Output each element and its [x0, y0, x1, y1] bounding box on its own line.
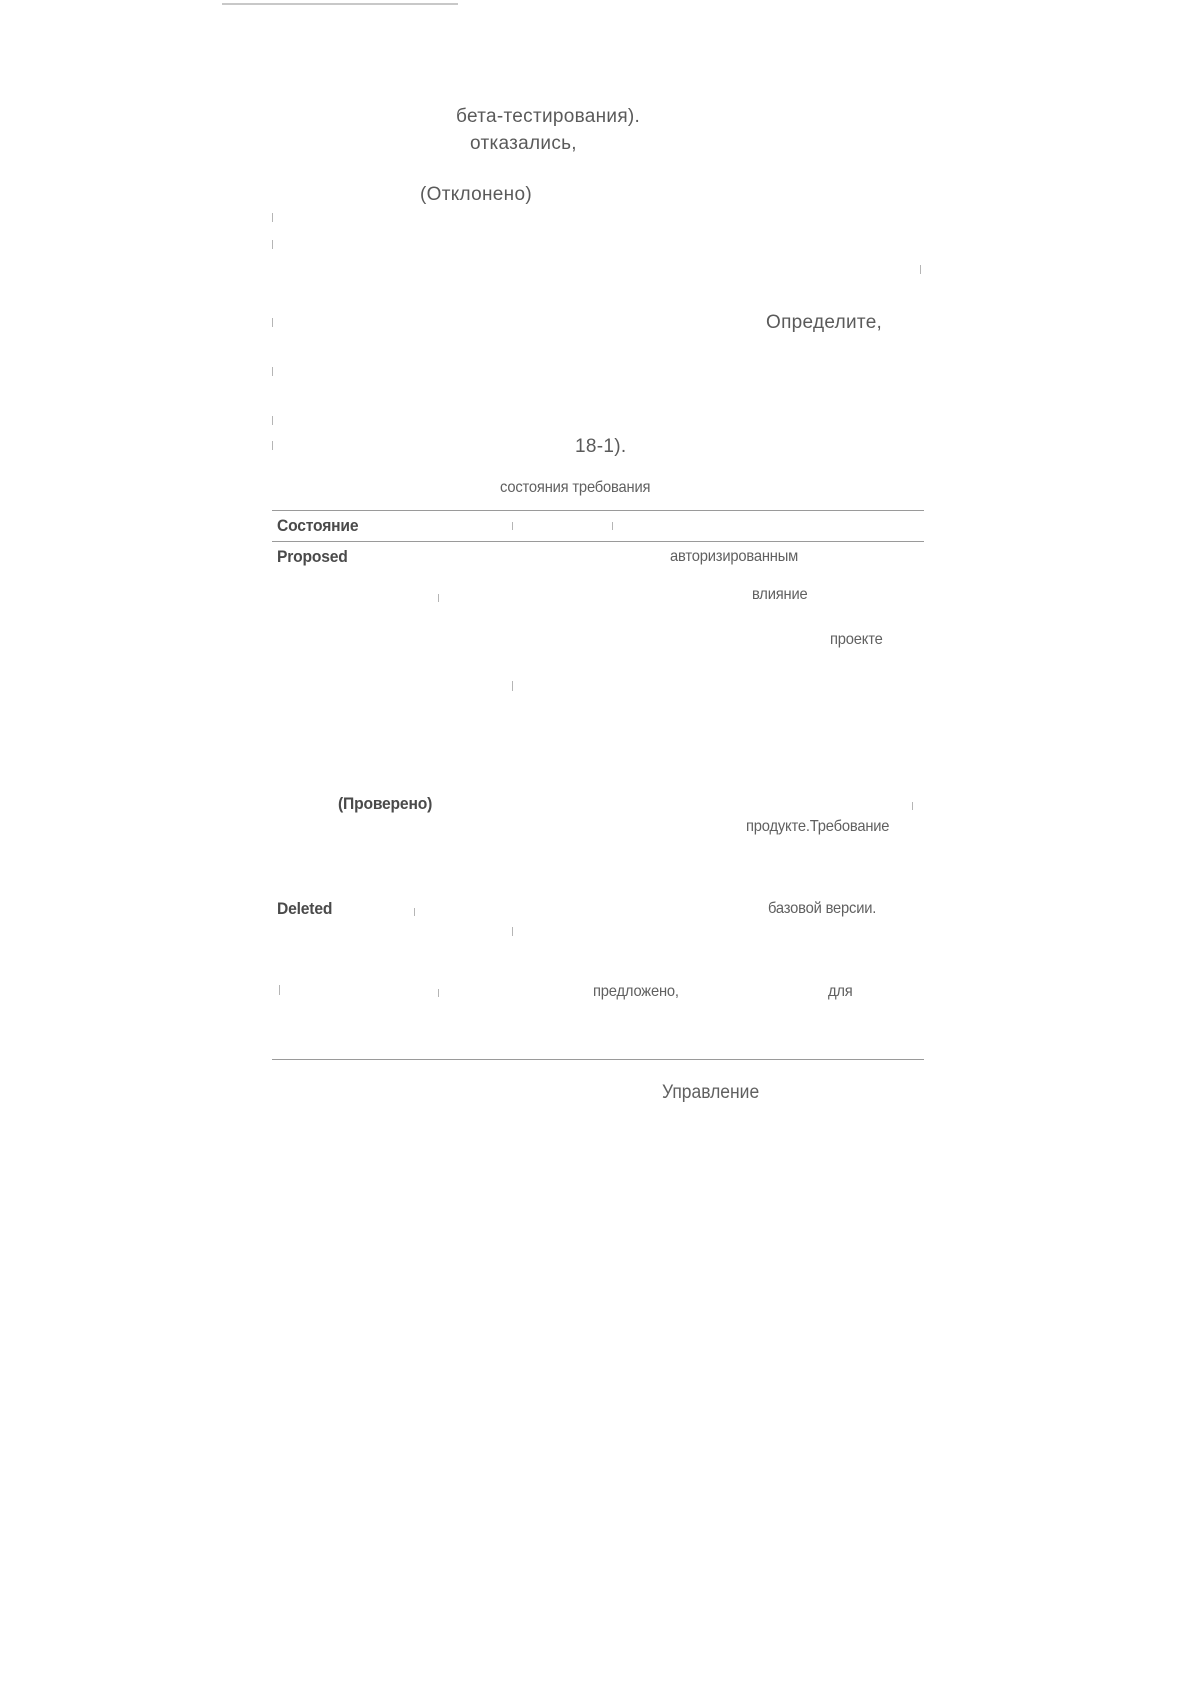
table-caption: состояния требования	[500, 479, 651, 496]
table-header-rule	[272, 541, 924, 542]
margin-mark	[272, 441, 273, 450]
margin-mark	[920, 265, 921, 274]
paragraph-line-figure-ref: 18-1).	[575, 436, 627, 457]
cell-mark	[279, 985, 280, 995]
header-column-mark	[612, 522, 613, 530]
paragraph-line-refused: отказались,	[470, 133, 577, 154]
table-bottom-rule	[272, 1059, 924, 1060]
paragraph-line-beta-testing: бета-тестирования).	[456, 106, 641, 127]
cell-mark	[512, 681, 513, 691]
table-cell-text: авторизированным	[670, 548, 799, 565]
footer-text: Управление	[662, 1082, 760, 1103]
cell-mark	[912, 802, 913, 810]
table-row-label-deleted: Deleted	[277, 899, 333, 918]
table-cell-text: предложено,	[593, 983, 679, 1000]
table-top-rule	[272, 510, 924, 511]
table-cell-text: влияние	[752, 586, 808, 603]
table-cell-text: для	[828, 983, 853, 1000]
cell-mark	[512, 927, 513, 936]
margin-mark	[272, 213, 273, 222]
paragraph-line-define: Определите,	[766, 312, 883, 333]
top-edge-rule	[222, 3, 458, 5]
paragraph-line-rejected: (Отклонено)	[420, 184, 532, 205]
margin-mark	[272, 318, 273, 327]
margin-mark	[272, 416, 273, 425]
cell-mark	[414, 908, 415, 916]
table-cell-text: проекте	[830, 631, 883, 648]
cell-mark	[438, 989, 439, 997]
table-row-label-verified: (Проверено)	[338, 794, 433, 813]
table-header-state: Состояние	[277, 516, 359, 535]
table-cell-text: продукте.Требование	[746, 818, 890, 835]
margin-mark	[272, 367, 273, 376]
table-cell-text: базовой версии.	[768, 900, 877, 917]
table-row-label-proposed: Proposed	[277, 547, 348, 566]
margin-mark	[272, 240, 273, 249]
header-column-mark	[512, 522, 513, 530]
cell-mark	[438, 594, 439, 602]
